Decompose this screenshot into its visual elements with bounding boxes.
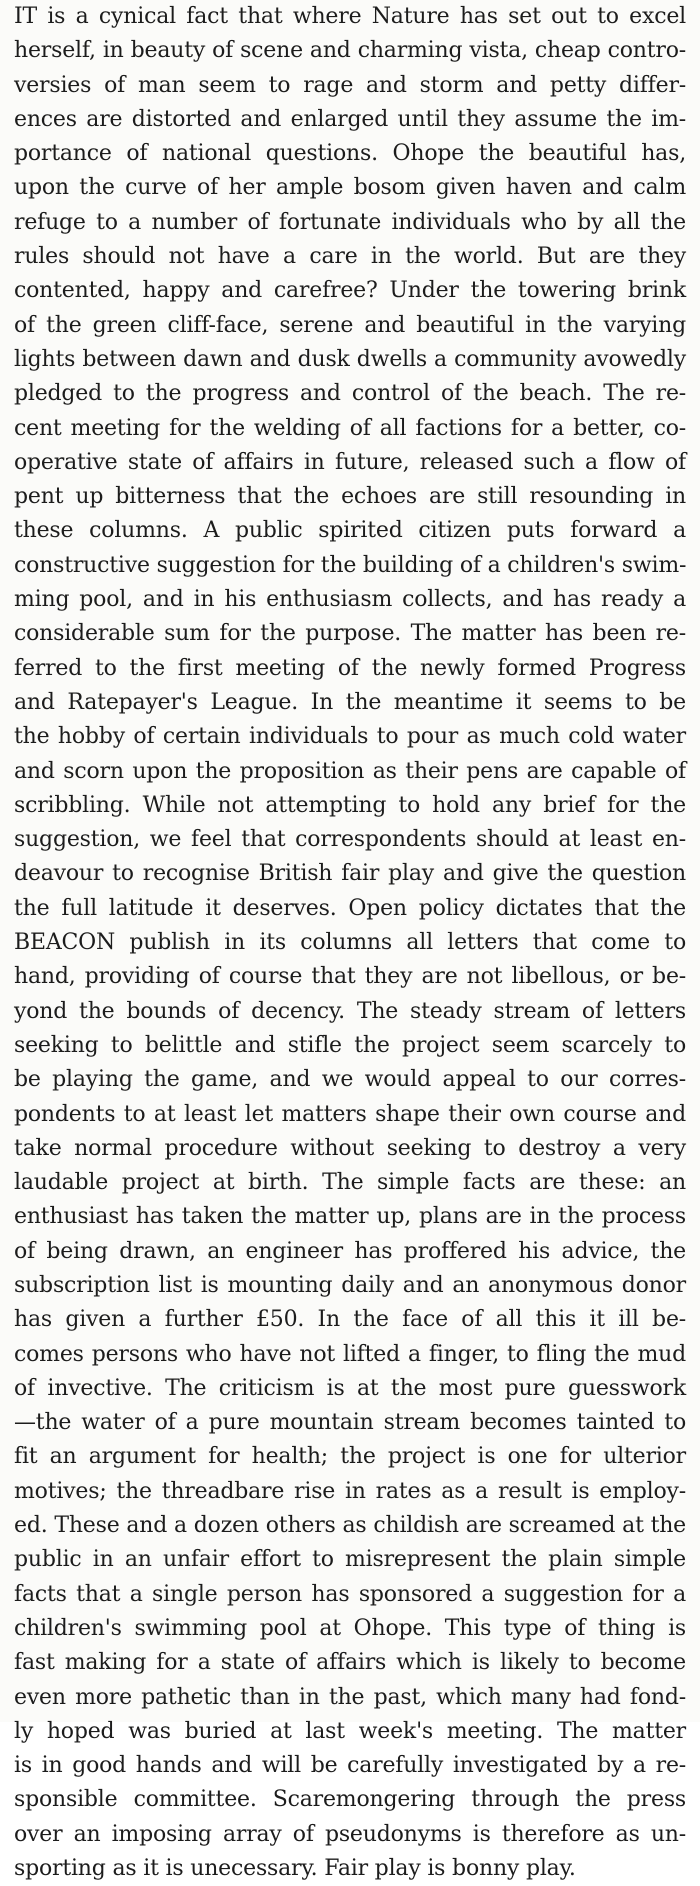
article-line: laudable project at birth. The simple facts are these: an <box>14 1170 686 1196</box>
article-line: suggestion, we feel that correspondents should at least en- <box>14 827 686 853</box>
article-line: BEACON publish in its columns all letters that come to <box>14 930 686 956</box>
article-line: of invective. The criticism is at the most pure guesswork <box>14 1375 686 1401</box>
article-line: ed. These and a dozen others as childish are screamed at the <box>14 1513 686 1539</box>
article-line: ferred to the first meeting of the newly formed Progress <box>14 655 686 681</box>
article-line: these columns. A public spirited citizen puts forward a <box>14 518 686 544</box>
article-line: is in good hands and will be carefully investigated by a re- <box>14 1753 686 1779</box>
article-line: over an imposing array of pseudonyms is therefore as un- <box>14 1821 686 1847</box>
article-line: contented, happy and carefree? Under the towering brink <box>14 278 686 304</box>
article-line: enthusiast has taken the matter up, plans are in the process <box>14 1204 686 1230</box>
article-line: facts that a single person has sponsored a suggestion for a <box>14 1581 686 1607</box>
article-line: deavour to recognise British fair play and give the question <box>14 861 686 887</box>
article-line: fit an argument for health; the project is one for ulterior <box>14 1444 686 1470</box>
article-line: subscription list is mounting daily and an anonymous donor <box>14 1272 686 1298</box>
article-line: lights between dawn and dusk dwells a community avowedly <box>14 346 686 372</box>
article-line: sponsible committee. Scaremongering through the press <box>14 1787 686 1813</box>
article-line: cent meeting for the welding of all factions for a better, co- <box>14 415 686 441</box>
article-line: take normal procedure without seeking to destroy a very <box>14 1135 686 1161</box>
editorial-article <box>14 0 686 1886</box>
article-line: pondents to at least let matters shape their own course and <box>14 1101 686 1127</box>
article-line: ences are distorted and enlarged until they assume the im- <box>14 106 686 132</box>
article-line: motives; the threadbare rise in rates as a result is employ- <box>14 1478 686 1504</box>
article-line: ming pool, and in his enthusiasm collects, and has ready a <box>14 587 686 613</box>
article-line: versies of man seem to rage and storm and petty differ- <box>14 72 686 98</box>
article-line: pent up bitterness that the echoes are still resounding in <box>14 484 686 510</box>
article-line: refuge to a number of fortunate individuals who by all the <box>14 209 686 235</box>
article-line: portance of national questions. Ohope the beautiful has, <box>14 141 686 167</box>
article-line: of the green cliff-face, serene and beautiful in the varying <box>14 312 686 338</box>
article-line: hand, providing of course that they are not libellous, or be- <box>14 964 686 990</box>
article-line: ly hoped was buried at last week's meeting. The matter <box>14 1718 686 1744</box>
article-line: be playing the game, and we would appeal to our corres- <box>14 1067 686 1093</box>
article-line: of being drawn, an engineer has proffered his advice, the <box>14 1238 686 1264</box>
article-line: upon the curve of her ample bosom given haven and calm <box>14 175 686 201</box>
article-line: seeking to belittle and stifle the project seem scarcely to <box>14 1032 686 1058</box>
article-line: comes persons who have not lifted a finger, to fling the mud <box>14 1341 686 1367</box>
article-line: sporting as it is unecessary. Fair play is bonny play. <box>14 1856 576 1882</box>
article-line: the full latitude it deserves. Open policy dictates that the <box>14 895 686 921</box>
article-line: the hobby of certain individuals to pour as much cold water <box>14 724 686 750</box>
article-line: even more pathetic than in the past, which many had fond- <box>14 1684 686 1710</box>
article-line: IT is a cynical fact that where Nature has set out to excel <box>14 4 686 29</box>
article-line: and scorn upon the proposition as their pens are capable of <box>14 758 686 784</box>
article-line: herself, in beauty of scene and charming vista, cheap contro- <box>14 38 686 64</box>
article-line: yond the bounds of decency. The steady stream of letters <box>14 998 686 1024</box>
article-line: operative state of affairs in future, released such a flow of <box>14 449 686 475</box>
article-line: pledged to the progress and control of the beach. The re- <box>14 381 686 407</box>
article-line: children's swimming pool at Ohope. This type of thing is <box>14 1615 686 1641</box>
article-line: and Ratepayer's League. In the meantime it seems to be <box>14 689 686 715</box>
article-line: rules should not have a care in the world. But are they <box>14 244 686 270</box>
article-line: has given a further £50. In the face of all this it ill be- <box>14 1307 686 1333</box>
article-line: —the water of a pure mountain stream becomes tainted to <box>14 1410 686 1436</box>
article-line: fast making for a state of affairs which is likely to become <box>14 1650 686 1676</box>
article-line: scribbling. While not attempting to hold any brief for the <box>14 792 686 818</box>
article-line: constructive suggestion for the building of a children's swim- <box>14 552 687 578</box>
article-line: public in an unfair effort to misrepresent the plain simple <box>14 1547 686 1573</box>
article-line: considerable sum for the purpose. The matter has been re- <box>14 621 686 647</box>
